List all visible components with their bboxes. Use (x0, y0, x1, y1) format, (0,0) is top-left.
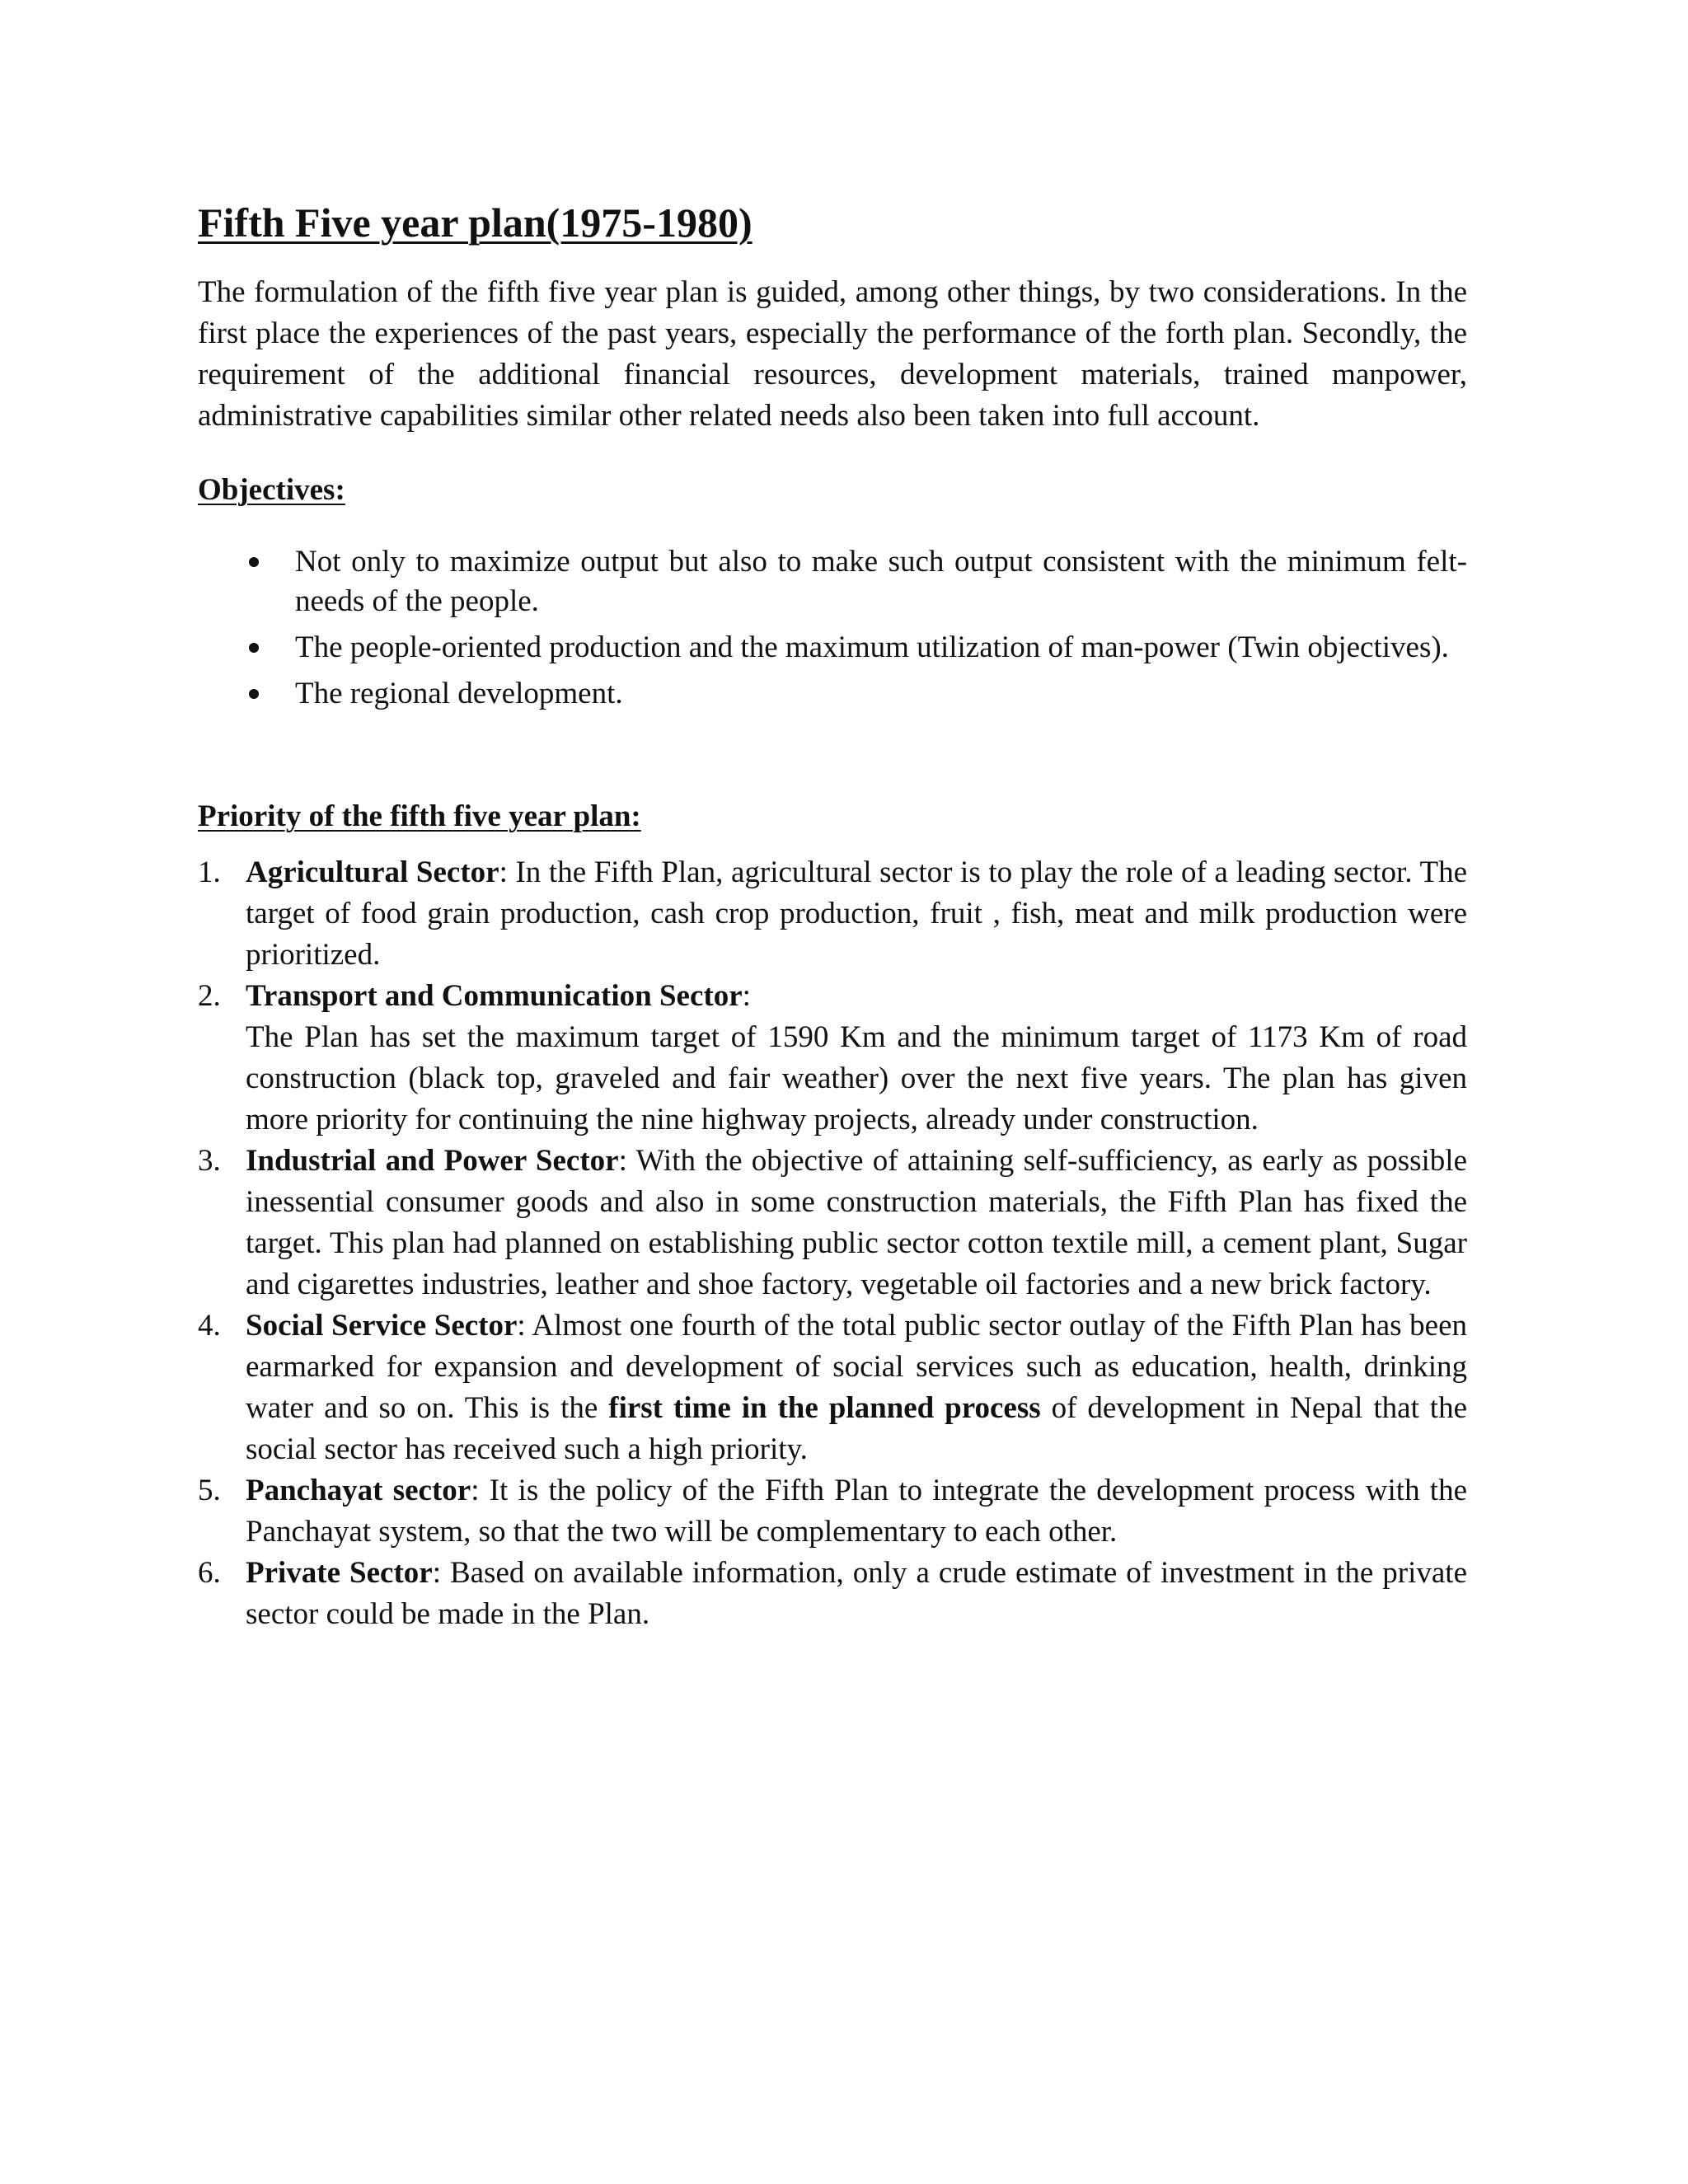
priority-item-transport (198, 976, 1467, 1141)
sector-name: Agricultural Sector (246, 855, 499, 889)
objective-item (198, 674, 1467, 714)
objectives-heading: Objectives: (198, 473, 345, 507)
sector-separator: : (499, 855, 508, 889)
sector-separator: : (517, 1309, 526, 1343)
sector-separator: : (618, 1144, 627, 1178)
sector-separator: : (432, 1556, 441, 1590)
item-number: 6. (198, 1556, 221, 1590)
bullet-icon (249, 689, 259, 699)
sector-separator: : (742, 979, 751, 1013)
item-number: 3. (198, 1144, 221, 1178)
objective-item (198, 628, 1467, 668)
sector-name: Social Service Sector (246, 1309, 518, 1343)
item-number: 2. (198, 979, 221, 1013)
page-title: Fifth Five year plan(1975-1980) (198, 199, 753, 246)
item-number: 5. (198, 1474, 221, 1507)
intro-paragraph: The formulation of the fifth five year plan is guided, among other things, by two considerations. In the first place the experiences of the past years, especially the performance of the forth plan. Secondly, the requirement of the additional financial resources, development materials, trained manpower, administrative capabilities similar other related needs also been taken into full account. (198, 275, 1467, 433)
sector-name: Industrial and Power Sector (246, 1144, 619, 1178)
priority-list (198, 852, 1467, 1635)
sector-description-end: of development in Nepal that the social sector has received such a high priority. (246, 1391, 1467, 1466)
objective-text: The regional development. (295, 677, 623, 710)
item-number: 1. (198, 855, 221, 889)
priority-item-panchayat (198, 1470, 1467, 1553)
priority-item-private (198, 1553, 1467, 1635)
bullet-icon (249, 557, 259, 567)
sector-description: It is the policy of the Fifth Plan to integrate the development process with the Panchayat system, so that the two will be complementary to each other. (246, 1474, 1467, 1549)
document-page (198, 198, 1467, 1635)
sector-separator: : (471, 1474, 480, 1507)
item-number: 4. (198, 1309, 221, 1343)
sector-name: Transport and Communication Sector (246, 979, 743, 1013)
sector-name: Panchayat sector (246, 1474, 471, 1507)
sector-name: Private Sector (246, 1556, 433, 1590)
objectives-list (198, 542, 1467, 714)
objective-item (198, 542, 1467, 621)
priority-item-agriculture (198, 852, 1467, 976)
priority-heading: Priority of the fifth five year plan: (198, 799, 641, 833)
emphasis-text: first time in the planned process (608, 1391, 1041, 1425)
objective-text: The people-oriented production and the maximum utilization of man-power (Twin objectives). (295, 630, 1449, 664)
priority-item-industrial (198, 1141, 1467, 1305)
sector-description: In the Fifth Plan, agricultural sector is to play the role of a leading sector. The target of food grain production, cash crop production, fruit , fish, meat and milk production were prioritized. (246, 855, 1467, 972)
sector-description: Based on available information, only a crude estimate of investment in the private sector could be made in the Plan. (246, 1556, 1467, 1631)
objective-text: Not only to maximize output but also to make such output consistent with the minimum felt-needs of the people. (295, 545, 1467, 618)
sector-description-start: Almost one fourth of the total public sector outlay of the Fifth Plan has been earmarked for expansion and development of social services such as education, health, drinking water and so on. This is the (246, 1309, 1467, 1425)
sector-description: The Plan has set the maximum target of 1590 Km and the minimum target of 1173 Km of road construction (black top, graveled and fair weather) over the next five years. The plan has given more priority for continuing the nine highway projects, already under construction. (246, 1020, 1467, 1137)
priority-item-social (198, 1305, 1467, 1470)
sector-description: With the objective of attaining self-sufficiency, as early as possible inessential consumer goods and also in some construction materials, the Fifth Plan has fixed the target. This plan had planned on establishing public sector cotton textile mill, a cement plant, Sugar and cigarettes industries, leather and shoe factory, vegetable oil factories and a new brick factory. (246, 1144, 1467, 1301)
bullet-icon (249, 643, 259, 653)
